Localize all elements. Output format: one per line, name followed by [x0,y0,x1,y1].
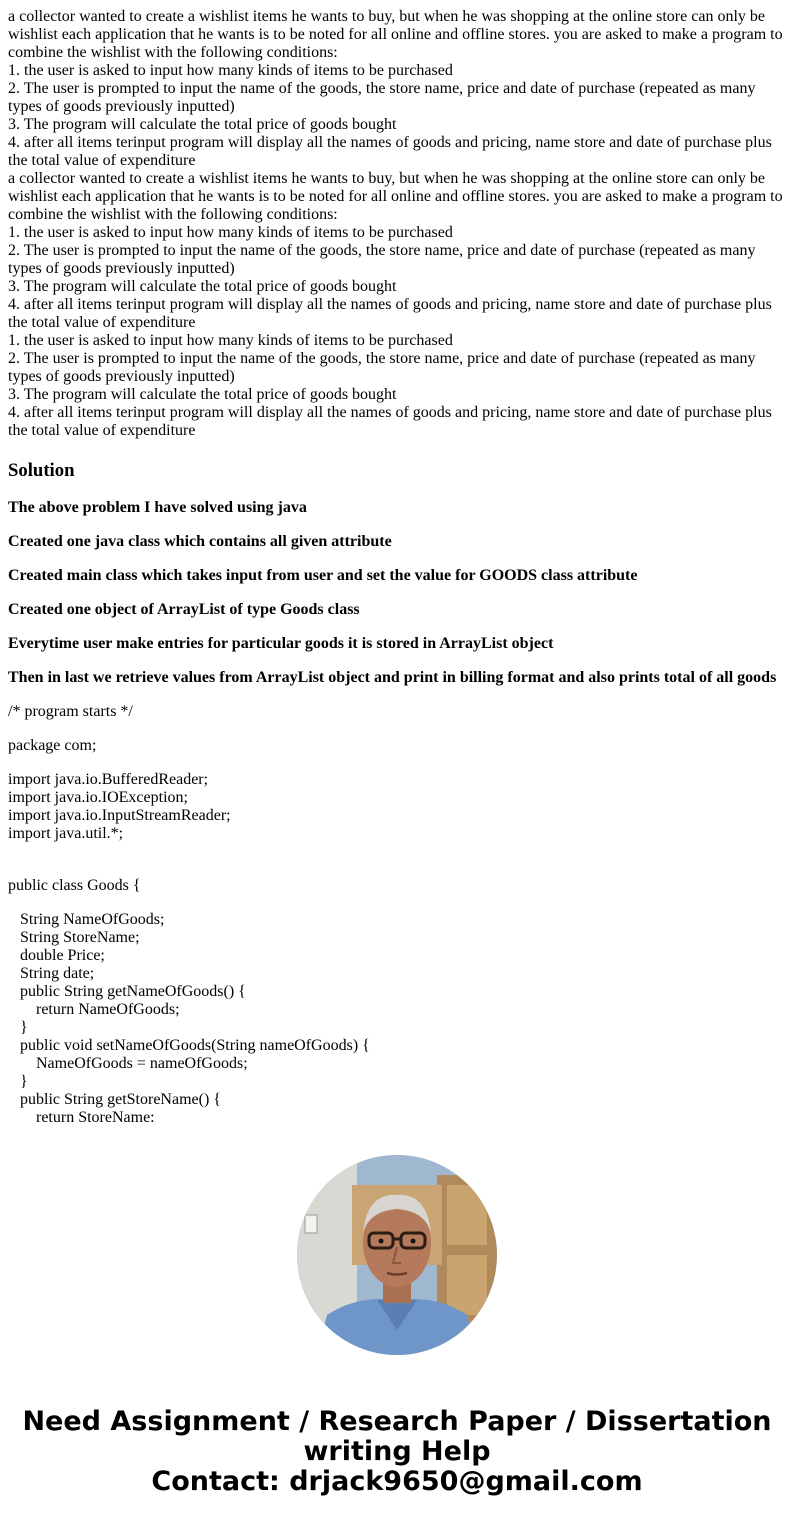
code-line: return StoreName: [8,1109,155,1126]
code-imports [8,771,786,843]
code-line: } [8,1019,28,1036]
question-condition-2-repeat2: 2. The user is prompted to input the name of the goods, the store name, price and date of purchase (repeated as many types of goods previously inputted) [8,350,756,385]
code-line: return NameOfGoods; [8,1001,180,1018]
code-gap [8,843,786,877]
code-line: } [8,1073,28,1090]
footer-line-2: writing Help [303,1436,491,1467]
solution-notes [8,499,786,687]
code-line: NameOfGoods = nameOfGoods; [8,1055,248,1072]
solution-heading: Solution [8,460,75,481]
code-line: import java.io.BufferedReader; [8,771,209,788]
solution-note: Created one object of ArrayList of type Goods class [8,601,360,618]
question-condition-4-repeat: 4. after all items terinput program will display all the names of goods and pricing, name store and date of purchase plus the total value of expenditure [8,296,772,331]
question-text [8,8,786,440]
code-line: import java.io.IOException; [8,789,188,806]
question-condition-3: 3. The program will calculate the total price of goods bought [8,116,397,133]
code-line: String date; [8,965,95,982]
code-line: import java.io.InputStreamReader; [8,807,231,824]
question-condition-3-repeat: 3. The program will calculate the total price of goods bought [8,278,397,295]
code-class-decl: public class Goods { [8,877,141,894]
solution-note: Created main class which takes input from user and set the value for GOODS class attribute [8,567,638,584]
code-line: public String getStoreName() { [8,1091,221,1108]
question-condition-1-repeat2: 1. the user is asked to input how many kinds of items to be purchased [8,332,453,349]
solution-note: The above problem I have solved using java [8,499,307,516]
code-line: String StoreName; [8,929,140,946]
author-photo-wrap [8,1155,786,1355]
footer-line-1: Need Assignment / Research Paper / Dissertation [22,1406,772,1437]
author-portrait-illustration [297,1155,497,1355]
code-block [8,703,786,1127]
code-package: package com; [8,737,97,754]
code-line: double Price; [8,947,105,964]
code-line: public void setNameOfGoods(String nameOfGoods) { [8,1037,370,1054]
question-intro-repeat: a collector wanted to create a wishlist items he wants to buy, but when he was shopping at the online store can only be wishlist each application that he wants is to be noted for all online and offline stores. you are asked to make a program to combine the wishlist with the following conditions: [8,170,783,223]
question-condition-1-repeat: 1. the user is asked to input how many kinds of items to be purchased [8,224,453,241]
footer-banner [8,1407,786,1497]
code-line: String NameOfGoods; [8,911,165,928]
solution-note: Created one java class which contains all given attribute [8,533,392,550]
question-intro: a collector wanted to create a wishlist items he wants to buy, but when he was shopping at the online store can only be wishlist each application that he wants is to be noted for all online and offline stores. you are asked to make a program to combine the wishlist with the following conditions: [8,8,783,61]
question-condition-4: 4. after all items terinput program will display all the names of goods and pricing, name store and date of purchase plus the total value of expenditure [8,134,772,169]
question-condition-1: 1. the user is asked to input how many kinds of items to be purchased [8,62,453,79]
author-photo [297,1155,497,1355]
code-line: import java.util.*; [8,825,124,842]
question-condition-2-repeat: 2. The user is prompted to input the name of the goods, the store name, price and date of purchase (repeated as many types of goods previously inputted) [8,242,756,277]
code-comment: /* program starts */ [8,703,133,720]
question-condition-2: 2. The user is prompted to input the name of the goods, the store name, price and date of purchase (repeated as many types of goods previously inputted) [8,80,756,115]
footer-contact[interactable]: Contact: drjack9650@gmail.com [151,1466,643,1497]
question-condition-3-repeat2: 3. The program will calculate the total price of goods bought [8,386,397,403]
question-condition-4-repeat2: 4. after all items terinput program will display all the names of goods and pricing, name store and date of purchase plus the total value of expenditure [8,404,772,439]
solution-note: Then in last we retrieve values from ArrayList object and print in billing format and also prints total of all goods [8,669,777,686]
code-line: public String getNameOfGoods() { [8,983,246,1000]
solution-note: Everytime user make entries for particular goods it is stored in ArrayList object [8,635,554,652]
code-class-body [8,911,786,1127]
